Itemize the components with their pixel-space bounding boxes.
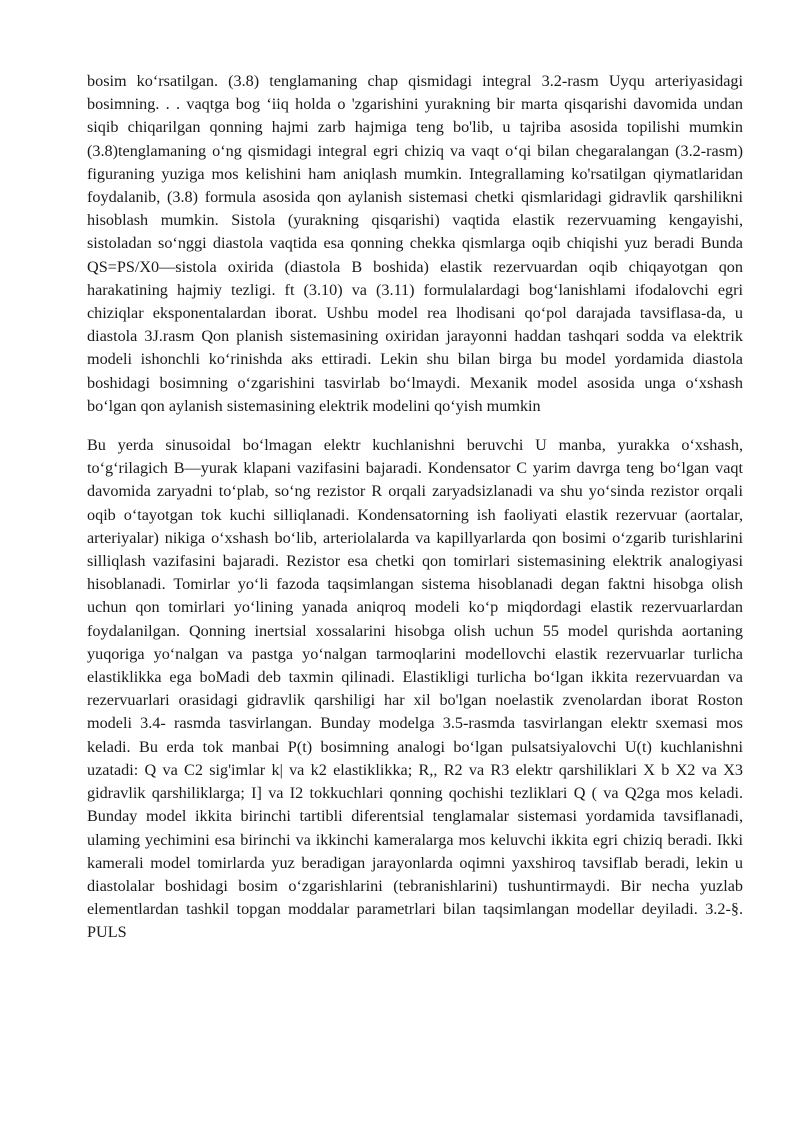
paragraph-2: Bu yerda sinusoidal bo‘lmagan elektr kuchlanishni beruvchi U manba, yurakka o‘xshash, to‘g‘rilagich B—yurak klapani vazifasini bajaradi. Kondensator C yarim davrga teng bo‘lgan vaqt davomida zaryadni to‘plab, so‘ng rezistor R orqali zaryadsizlanadi va shu yo‘sinda rezistor orqali oqib o‘tayotgan tok kuchi silliqlanadi. Kondensatorning ish faoliyati elastik rezervuar (aortalar, arteriyalar) nikiga o‘xshash bo‘lib, arteriolalarda va kapillyarlarda qon bosimi o‘zgarib turishlarini silliqlash vazifasini bajaradi. Rezistor esa chetki qon tomirlari sistemasining elektrik analogiyasi hisoblanadi. Tomirlar yo‘li fazoda taqsimlangan sistema hisoblanadi degan faktni hisobga olish uchun qon tomirlari yo‘lining yanada aniqroq modeli ko‘p miqdordagi elastik rezervuarlardan foydalanilgan. Qonning inertsial xossalarini hisobga olish uchun 55 model qurishda aortaning yuqoriga yo‘nalgan va pastga yo‘nalgan tarmoqlarini modellovchi elastik rezervuarlar turlicha elastiklikka ega boMadi deb taxmin qilinadi. Elastikligi turlicha bo‘lgan ikkita rezervuardan va rezervuarlari orasidagi gidravlik qarshiligi har xil bo'lgan noelastik zvenolardan iborat Roston modeli 3.4- rasmda tasvirlangan. Bunday modelga 3.5-rasmda tasvirlangan elektr sxemasi mos keladi. Bu erda tok manbai P(t) bosimning analogi bo‘lgan pulsatsiyalovchi U(t) kuchlanishni uzatadi: Q va C2 sig'imlar k| va k2 elastiklikka; R,, R2 va R3 elektr qarshiliklari X b X2 va X3 gidravlik qarshiliklarga; I] va I2 tokkuchlari qonning qochishi tezliklari Q ( va Q2ga mos keladi. Bunday model ikkita birinchi tartibli diferentsial tenglamalar sistemasi yordamida tavsiflanadi, ulaming yechimini esa birinchi va ikkinchi kameralarga mos keluvchi ikkita egri chiziq beradi. Ikki kamerali model tomirlarda yuz beradigan jarayonlarda oqimni yaxshiroq tavsiflab beradi, lekin u diastolalar boshidagi bosim o‘zgarishlarini (tebranishlarini) tushuntirmaydi. Bir necha yuzlab elementlardan tashkil topgan moddalar parametrlari bilan taqsimlangan modellar deyiladi. 3.2-§. PULS — [87, 436, 743, 942]
document-page — [87, 70, 743, 945]
paragraph-1: bosim ko‘rsatilgan. (3.8) tenglamaning chap qismidagi integral 3.2-rasm Uyqu arteriyasidagi bosimning. . . vaqtga bog ‘iiq holda o 'zgarishini yurakning bir marta qisqarishi davomida undan siqib chiqarilgan qonning hajmi zarb hajmiga teng bo'lib, u tajriba asosida topilishi mumkin (3.8)tenglamaning o‘ng qismidagi integral egri chiziq va vaqt o‘qi bilan chegaralangan (3.2-rasm) figuraning yuziga mos kelishini ham aniqlash mumkin. Integrallaming ko'rsatilgan qiymatlaridan foydalanib, (3.8) formula asosida qon aylanish sistemasi chetki qismlaridagi gidravlik qarshilikni hisoblash mumkin. Sistola (yurakning qisqarishi) vaqtida elastik rezervuaming kengayishi, sistoladan so‘nggi diastola vaqtida esa qonning chekka qismlarga oqib chiqishi yuz beradi Bunda QS=PS/X0—sistola oxirida (diastola B boshida) elastik rezervuardan oqib chiqayotgan qon harakatining hajmiy tezligi. ft (3.10) va (3.11) formulalardagi bog‘lanishlami ifodalovchi egri chiziqlar eksponentalardan iborat. Ushbu model rea lhodisani qo‘pol darajada tavsiflasa-da, u diastola 3J.rasm Qon planish sistemasining oxiridan jarayonni haddan tashqari sodda va elektrik modeli ishonchli ko‘rinishda aks ettiradi. Lekin shu bilan birga bu model yordamida diastola boshidagi bosimning o‘zgarishini tasvirlab bo‘lmaydi. Mexanik model asosida unga o‘xshash bo‘lgan qon aylanish sistemasining elektrik modelini qo‘yish mumkin — [87, 72, 743, 415]
